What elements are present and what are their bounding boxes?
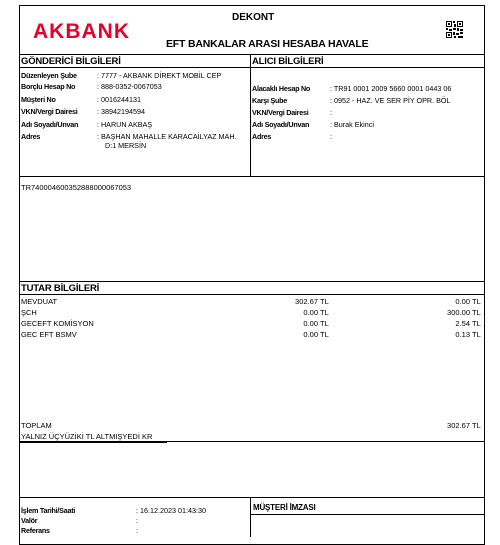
amount-words-underline — [19, 442, 167, 443]
amount-row-label: ŞCH — [21, 308, 37, 317]
receiver-branch-value: : 0952 - HAZ. VE SER PİY OPR. BÖL — [330, 96, 451, 105]
parties-bottom-divider — [19, 176, 485, 177]
transaction-date-value: : 16.12.2023 01:43:30 — [136, 506, 206, 515]
sender-tax-value: : 38942194594 — [97, 107, 145, 116]
sender-title-underline — [19, 67, 250, 68]
amounts-section-title: TUTAR BİLGİLERİ — [21, 283, 100, 294]
amount-row-currency: TL — [320, 330, 329, 339]
amount-row-value: 0.00 — [303, 330, 318, 339]
amount-row-currency-2: TL — [472, 319, 481, 328]
header-divider — [19, 54, 485, 55]
sender-branch-label: Düzenleyen Şube — [21, 71, 77, 80]
sender-customer-no-label: Müşteri No — [21, 95, 56, 104]
amount-row-label: GECEFT KOMİSYON — [21, 319, 94, 328]
transaction-date-label: İşlem Tarihi/Saati — [21, 506, 76, 515]
amount-row-label: MEVDUAT — [21, 297, 58, 306]
sender-tax-label: VKN/Vergi Dairesi — [21, 107, 78, 116]
sender-section-title: GÖNDERİCİ BİLGİLERİ — [21, 56, 121, 67]
amount-row-value-2: 0.13 — [455, 330, 470, 339]
value-date-value: : — [136, 516, 138, 525]
value-date-label: Valör — [21, 516, 38, 525]
amount-row-currency: TL — [320, 297, 329, 306]
amount-row-label: GEC EFT BSMV — [21, 330, 77, 339]
receiver-address-value: : — [330, 132, 332, 141]
sender-branch-value: : 7777 - AKBANK DİREKT MOBİL CEP — [97, 71, 222, 80]
receiver-tax-value: : — [330, 108, 332, 117]
customer-signature-title: MÜŞTERİ İMZASI — [253, 503, 316, 512]
footer-column-divider — [250, 497, 251, 537]
reference-label: Referans — [21, 526, 50, 535]
amount-row-currency: TL — [320, 308, 329, 317]
receiver-tax-label: VKN/Vergi Dairesi — [252, 108, 309, 117]
amount-row-currency-2: TL — [472, 330, 481, 339]
sender-customer-no-value: : 0016244131 — [97, 95, 141, 104]
sender-account-label: Borçlu Hesap No — [21, 82, 76, 91]
sender-account-value: : 888-0352-0067053 — [97, 82, 162, 91]
receiver-name-value: : Burak Ekinci — [330, 120, 374, 129]
receiver-branch-label: Karşı Şube — [252, 96, 288, 105]
amounts-title-underline — [19, 294, 485, 295]
qr-code-icon — [446, 21, 463, 38]
sender-address-value-line2: D:1 MERSİN — [105, 141, 147, 150]
sender-name-value: : HARUN AKBAŞ — [97, 120, 153, 129]
amount-in-words: YALNIZ ÜÇYÜZİKİ TL ALTMIŞYEDİ KR — [21, 432, 153, 441]
akbank-logo: AKBANK — [33, 20, 130, 43]
sender-name-label: Adı Soyadı/Unvan — [21, 120, 79, 129]
description-text: TR740004600352888000067053 — [21, 183, 132, 192]
party-column-divider — [250, 54, 251, 176]
total-value: 302.67 — [447, 421, 470, 430]
sender-address-label: Adres — [21, 132, 41, 141]
signature-title-underline — [250, 514, 485, 515]
document-subtitle: EFT BANKALAR ARASI HESABA HAVALE — [166, 38, 369, 50]
receiver-title-underline — [250, 67, 485, 68]
amount-row-value-2: 0.00 — [455, 297, 470, 306]
total-currency: TL — [472, 421, 481, 430]
amount-row-currency: TL — [320, 319, 329, 328]
description-bottom-divider — [19, 281, 485, 282]
document-title: DEKONT — [232, 12, 275, 23]
amount-row-value: 0.00 — [303, 308, 318, 317]
total-label: TOPLAM — [21, 421, 52, 430]
receiver-section-title: ALICI BİLGİLERİ — [252, 56, 324, 67]
amount-row-value-2: 2.54 — [455, 319, 470, 328]
reference-value: : — [136, 526, 138, 535]
amount-row-currency-2: TL — [472, 308, 481, 317]
receiver-name-label: Adı Soyadı/Unvan — [252, 120, 310, 129]
receiver-account-value: : TR91 0001 2009 5660 0001 0443 06 — [330, 84, 452, 93]
amount-row-value-2: 300.00 — [447, 308, 470, 317]
amount-row-value: 0.00 — [303, 319, 318, 328]
receiver-account-label: Alacaklı Hesap No — [252, 84, 311, 93]
footer-top-divider — [19, 497, 485, 498]
receiver-address-label: Adres — [252, 132, 272, 141]
sender-address-value: : BAŞHAN MAHALLE KARACAİLYAZ MAH. — [97, 132, 237, 141]
amount-row-currency-2: TL — [472, 297, 481, 306]
amount-row-value: 302.67 — [295, 297, 318, 306]
amounts-bottom-divider — [19, 441, 485, 442]
